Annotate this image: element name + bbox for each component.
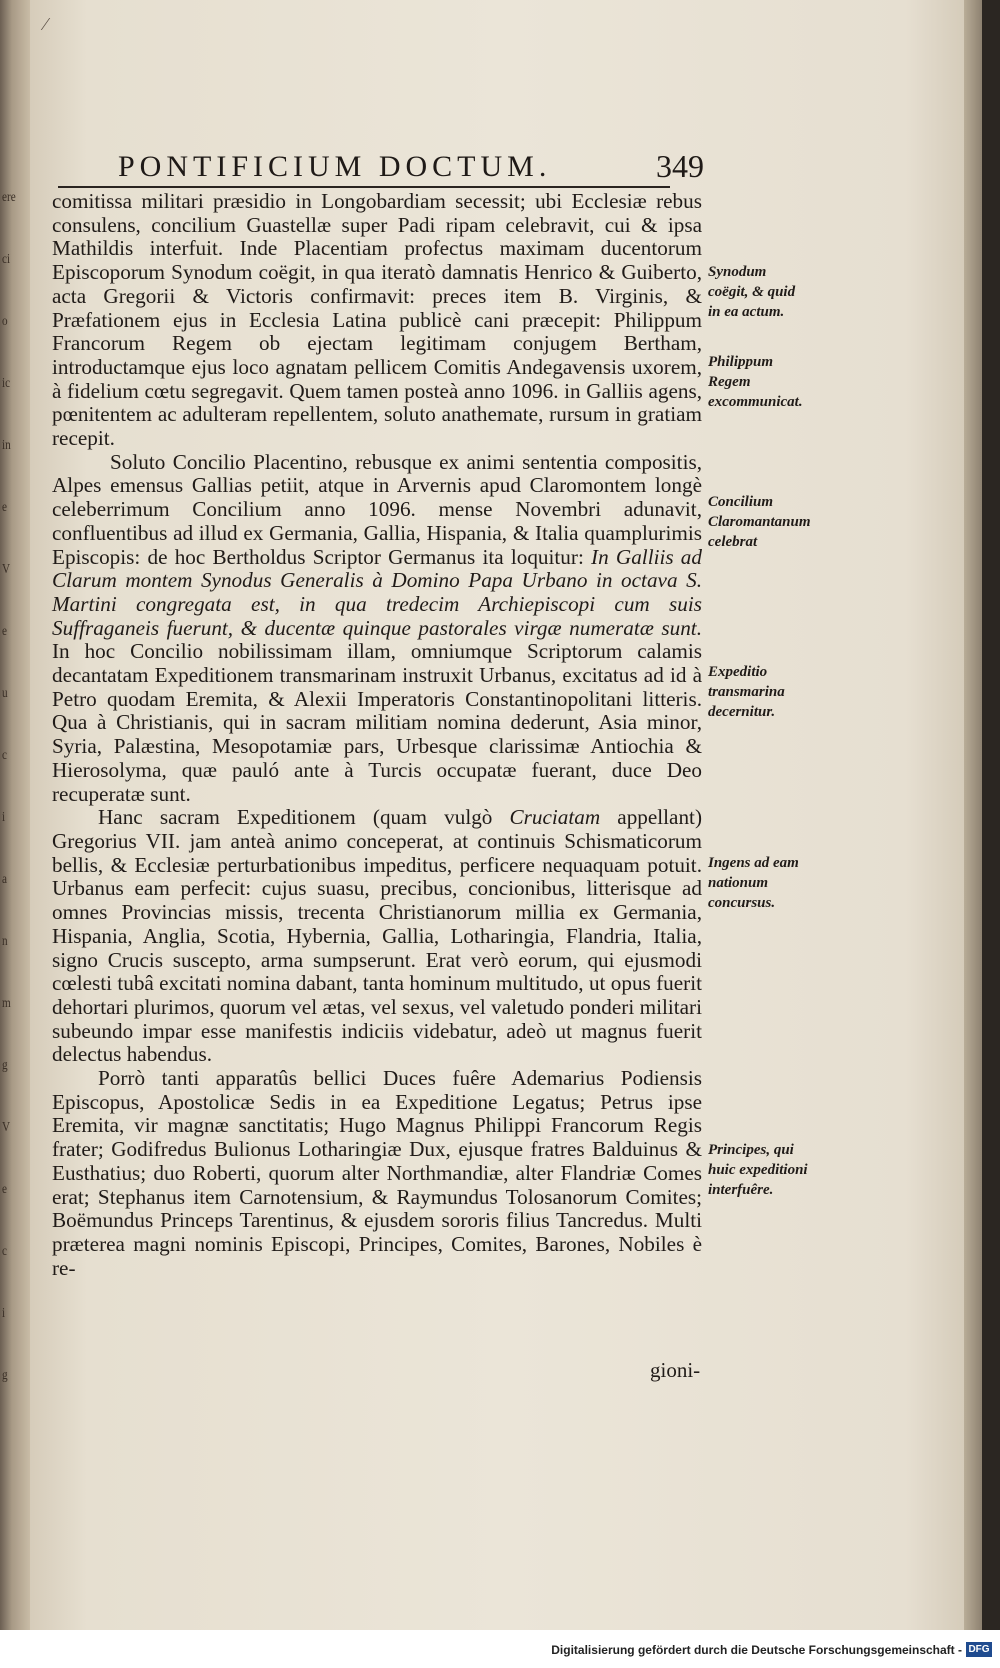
margin-note-philip: Philippum Regem excommunicat. xyxy=(708,354,803,410)
left-page-fragment: ic xyxy=(2,376,11,391)
left-page-fragment: i xyxy=(2,810,6,825)
left-page-fragment: n xyxy=(2,934,8,949)
left-page-fragment: V xyxy=(2,562,11,577)
left-page-fragment: u xyxy=(2,686,8,701)
paragraph-4: Porrò tanti apparatûs bellici Duces fuêre Ademarius Podiensis Episcopus, Apostolicæ Sedis in ea Expeditione Legatus; Petrus ipse Eremita, vir magnæ sanctitatis; Hugo Magnus Philippi Francorum Regis frater; Godifredus Bulionus Lotharingiæ Dux, ejusque fratres Balduinus & Eusthatius; duo Roberti, quorum alter Northmandiæ, alter Flandriæ Comes erat; Stephanus item Carnotensium, & Raymundus Tolosanorum Comites; Boëmundus Princeps Tarentinus, & ejusdem sororis filius Tancredus. Multi præterea magni nominis Episcopi, Principes, Comites, Barones, Nobiles è re- xyxy=(52,1066,702,1280)
main-text-block xyxy=(52,190,702,1280)
digitization-credit: Digitalisierung gefördert durch die Deutsche Forschungsgemeinschaft - xyxy=(551,1643,962,1657)
cruciatam-term: Cruciatam xyxy=(509,805,601,830)
left-page-fragment: g xyxy=(2,1368,8,1383)
left-page-fragment: e xyxy=(2,1182,7,1197)
paragraph-1: comitissa militari præsidio in Longobardiam secessit; ubi Ecclesiæ rebus consulens, concilium Guastellæ super Padi ripam celebravit, cui & ipsa Mathildis interfuit. Inde Placentiam profectus maximam ducentorum Episcoporum Synodum coëgit, in qua iteratò damnatis Henrico & Guiberto, acta Gregorii & Victoris confirmavit: preces item B. Virginis, & Præfationem ejus in Ecclesia Latina publicè cani præcepit: Philippum Francorum Regem ob ejectam legitimam conjugem Bertham, introductamque ejus loco agnatam pellicem Comitis Andegavensis uxorem, à fidelium cœtu segregavit. Quem tamen posteà anno 1096. in Galliis agens, pœnitentem ac adulteram repellentem, soluto anathemate, rursum in gratiam recepit. xyxy=(52,189,702,451)
left-page-fragment: c xyxy=(2,1244,7,1259)
header-rule xyxy=(58,186,670,188)
left-page-fragment: e xyxy=(2,500,7,515)
left-page-fragment: i xyxy=(2,1306,6,1321)
running-head: PONTIFICIUM DOCTUM. xyxy=(118,150,552,183)
left-page-fragment: ci xyxy=(2,252,11,267)
catchword: gioni- xyxy=(650,1358,701,1382)
left-page-fragment: in xyxy=(2,438,11,453)
paragraph-3-part-b: appellant) Gregorius VII. jam anteà animo conceperat, at continuis Schismaticorum bellis, & Ecclesiæ perturbationibus impeditus, perficere nequaquam potuit. Urbanus eam perfecit: cujus suasu, precibus, concionibus, litterisque ad omnes Provincias missis, trecenta Christianorum millia ex Germania, Hispania, Anglia, Scotia, Hybernia, Gallia, Lotharingia, Flandria, Italia, signo Crucis suscepto, arma sumpserunt. Erat verò eorum, qui ejusmodi cœlesti tubâ excitati nomina dabant, tanta hominum multitudo, ut opus fuerit dehortari plurimos, quorum vel ætas, vel sexus, vel valetudo ponderi militari subeundo impar esse manifestis indiciis videbatur, adeò ut magnus fuerit delectus habendus. xyxy=(52,805,702,1067)
left-page-fragment: V xyxy=(2,1120,11,1135)
margin-note-expedition: Expeditio transmarina decernitur. xyxy=(708,664,785,720)
bertholdus-quote: In Galliis ad Clarum montem Synodus Generalis à Domino Papa Urbano in octava S. Martini congregata est, in qua tredecim Archiepiscopi cum suis Suffraganeis fuerunt, & ducentæ quinque pastorales virgæ numeratæ sunt. xyxy=(52,544,702,640)
left-page-fragment: ere xyxy=(2,190,16,205)
paragraph-2 xyxy=(52,451,702,807)
adjacent-left-page xyxy=(0,0,30,1630)
left-page-fragment: c xyxy=(2,748,7,763)
margin-note-synod: Synodum coëgit, & quid in ea actum. xyxy=(708,264,796,320)
margin-note-clermont: Concilium Claromantanum celebrat xyxy=(708,494,811,550)
left-page-fragment: m xyxy=(2,996,11,1011)
dfg-logo: DFG xyxy=(966,1642,992,1657)
page-number: 349 xyxy=(656,148,704,184)
page-edge xyxy=(964,0,982,1630)
left-page-fragment: e xyxy=(2,624,7,639)
left-page-fragment: o xyxy=(2,314,8,329)
paragraph-2-part-a: Soluto Concilio Placentino, rebusque ex animi sententia compositis, Alpes emensus Gallias petiit, atque in Arvernis apud Claromontem longè celeberrimum Concilium anno 1096. mense Novembri adunavit, confluentibus ad illud ex Germania, Gallia, Hispania, & Italia quamplurimis Episcopis: de hoc Bertholdus Scriptor Germanus ita loquitur: xyxy=(52,449,702,569)
margin-note-concursus: Ingens ad eam nationum concursus. xyxy=(708,855,799,911)
left-page-fragment: a xyxy=(2,872,7,887)
paragraph-3 xyxy=(52,806,702,1067)
margin-note-principes: Principes, qui huic expeditioni interfuêre. xyxy=(708,1142,808,1198)
paragraph-2-part-b: In hoc Concilio nobilissimam illam, omniumque Scriptorum calamis decantatam Expeditionem transmarinam instruxit Urbanus, excitatus ad id à Petro quodam Eremita, & Alexii Imperatoris Constantinopolitani litteris. Qua à Christianis, qui in sacram militiam nomina dederunt, Asia minor, Syria, Palæstina, Mesopotamiæ pars, Urbesque clarissimæ Antiochia & Hierosolyma, quæ pauló ante à Turcis occupatæ fuerant, duce Deo recuperatæ sunt. xyxy=(52,639,702,806)
left-page-fragment: g xyxy=(2,1058,8,1073)
paragraph-3-part-a: Hanc sacram Expeditionem (quam vulgò xyxy=(98,805,510,830)
pencil-mark: ⁄ xyxy=(44,14,48,34)
